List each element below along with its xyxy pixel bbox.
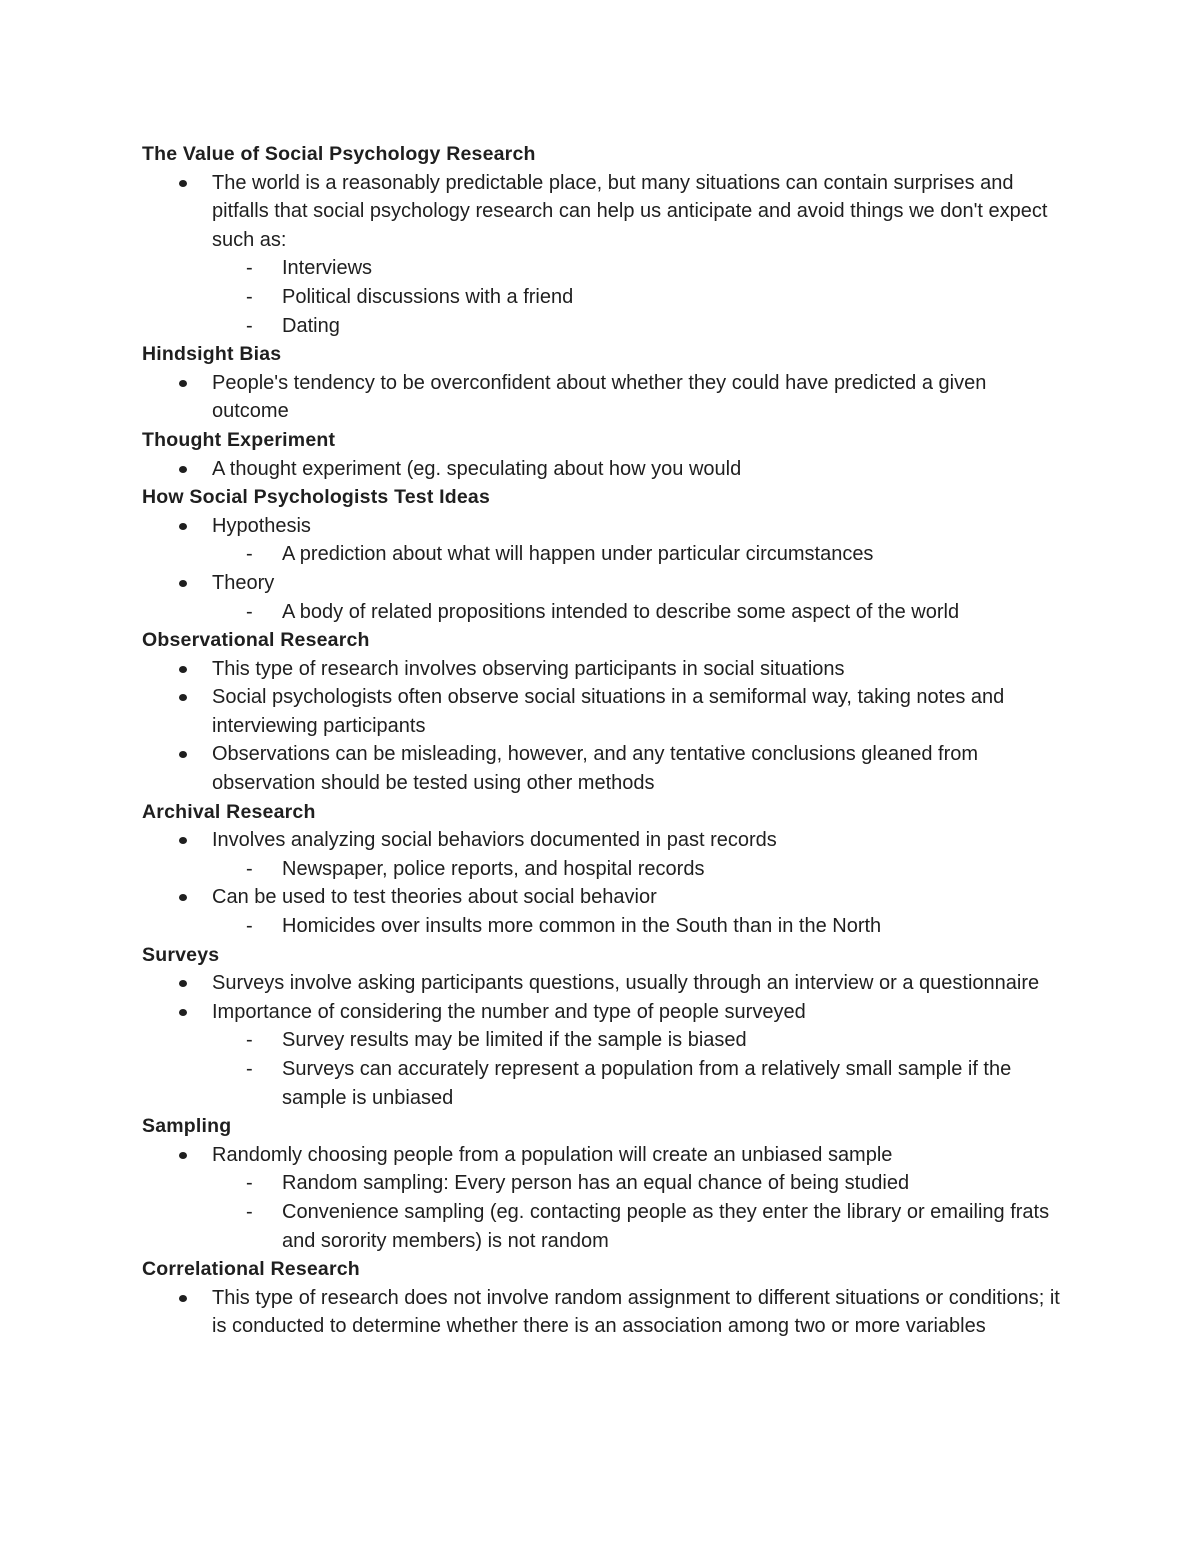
sub-list [212,855,1062,884]
sub-item-text: Newspaper, police reports, and hospital records [282,857,705,880]
dash-icon: - [246,543,253,566]
bullet-text: Hypothesis [212,514,311,537]
bullet-item [142,1141,1062,1255]
bullet-dot-icon [179,580,187,587]
sub-item-text: Convenience sampling (eg. contacting people as they enter the library or emailing frats and sorority members) is not random [282,1200,1050,1252]
bullet-list [142,826,1062,940]
sub-item-text: A prediction about what will happen under particular circumstances [282,543,874,566]
bullet-dot-icon [179,180,187,187]
sub-list [212,254,1062,340]
bullet-item [142,369,1062,426]
bullet-text: People's tendency to be overconfident about whether they could have predicted a given outcome [212,371,987,423]
bullet-list [142,655,1062,798]
bullet-dot-icon [179,1295,187,1302]
section-heading: How Social Psychologists Test Ideas [142,486,490,509]
dash-icon: - [246,285,253,308]
bullet-text: Social psychologists often observe social situations in a semiformal way, taking notes and interviewing participants [212,686,1005,737]
sub-list [212,1169,1062,1255]
bullet-dot-icon [179,380,187,387]
dash-icon: - [246,257,253,280]
bullet-list [142,1284,1062,1341]
sub-item [212,1026,1062,1055]
bullet-list [142,369,1062,426]
bullet-list [142,512,1062,626]
sub-item-text: Surveys can accurately represent a population from a relatively small sample if the sample is unbiased [282,1058,1012,1109]
bullet-item [142,569,1062,626]
section-heading: Thought Experiment [142,428,336,451]
bullet-dot-icon [179,523,187,530]
bullet-text: Importance of considering the number and type of people surveyed [212,1000,806,1023]
section-heading: The Value of Social Psychology Research [142,143,536,165]
sub-item-text: Homicides over insults more common in the South than in the North [282,915,882,938]
sub-item [212,855,1062,884]
section-heading: Archival Research [142,800,316,823]
bullet-list [142,1141,1062,1255]
sub-list [212,540,1062,569]
bullet-dot-icon [179,466,187,473]
sub-item [212,1198,1062,1255]
bullet-text: This type of research involves observing participants in social situations [212,657,845,680]
bullet-dot-icon [179,980,187,987]
sub-item-text: Survey results may be limited if the sample is biased [282,1029,747,1052]
bullet-list [142,169,1062,341]
bullet-text: Observations can be misleading, however, and any tentative conclusions gleaned from observation should be tested using other methods [212,743,979,795]
dash-icon: - [246,600,253,623]
sub-item [212,1169,1062,1198]
bullet-text: Randomly choosing people from a population will create an unbiased sample [212,1143,893,1166]
bullet-item [142,1284,1062,1341]
bullet-dot-icon [179,694,187,701]
bullet-text: Surveys involve asking participants questions, usually through an interview or a questionnaire [212,972,1040,995]
bullet-text: This type of research does not involve random assignment to different situations or conditions; it is conducted to determine whether there is an association among two or more variables [212,1286,1060,1338]
bullet-dot-icon [179,1009,187,1016]
document-body [142,140,1062,1341]
sub-item-text: Political discussions with a friend [282,285,574,308]
dash-icon: - [246,915,253,938]
bullet-dot-icon [179,1152,187,1159]
dash-icon: - [246,1172,253,1195]
sub-list [212,1026,1062,1112]
sub-item-text: A body of related propositions intended to describe some aspect of the world [282,600,960,623]
sub-item [212,283,1062,312]
bullet-item [142,740,1062,797]
dash-icon: - [246,1029,253,1052]
dash-icon: - [246,1200,253,1223]
bullet-item [142,969,1062,998]
sub-item-text: Interviews [282,257,373,280]
bullet-dot-icon [179,751,187,758]
section-heading: Observational Research [142,629,370,652]
bullet-text: Can be used to test theories about social behavior [212,886,657,909]
sub-item [212,254,1062,283]
bullet-text: Theory [212,571,275,594]
dash-icon: - [246,1058,253,1080]
bullet-text: A thought experiment (eg. speculating about how you would [212,457,742,480]
dash-icon: - [246,314,253,337]
bullet-text: Involves analyzing social behaviors documented in past records [212,829,777,852]
sub-list [212,912,1062,941]
sub-item [212,540,1062,569]
sub-item [212,312,1062,341]
dash-icon: - [246,857,253,880]
sub-item [212,912,1062,941]
sub-item [212,1055,1062,1112]
bullet-item [142,512,1062,569]
bullet-item [142,169,1062,341]
bullet-list [142,969,1062,1112]
bullet-dot-icon [179,666,187,673]
section-heading: Sampling [142,1115,232,1138]
sub-list [212,598,1062,627]
bullet-list [142,455,1062,484]
section-heading: Correlational Research [142,1258,360,1281]
bullet-dot-icon [179,894,187,901]
bullet-item [142,826,1062,883]
bullet-item [142,455,1062,484]
sub-item-text: Random sampling: Every person has an equal chance of being studied [282,1172,910,1195]
bullet-text: The world is a reasonably predictable place, but many situations can contain surprises and pitfalls that social psychology research can help us anticipate and avoid things we don't expect such as: [212,171,1048,251]
section-heading: Surveys [142,943,220,966]
section-heading: Hindsight Bias [142,343,282,366]
bullet-item [142,683,1062,740]
bullet-item [142,998,1062,1112]
sub-item-text: Dating [282,314,340,337]
bullet-dot-icon [179,837,187,844]
bullet-item [142,655,1062,684]
bullet-item [142,883,1062,940]
sub-item [212,598,1062,627]
